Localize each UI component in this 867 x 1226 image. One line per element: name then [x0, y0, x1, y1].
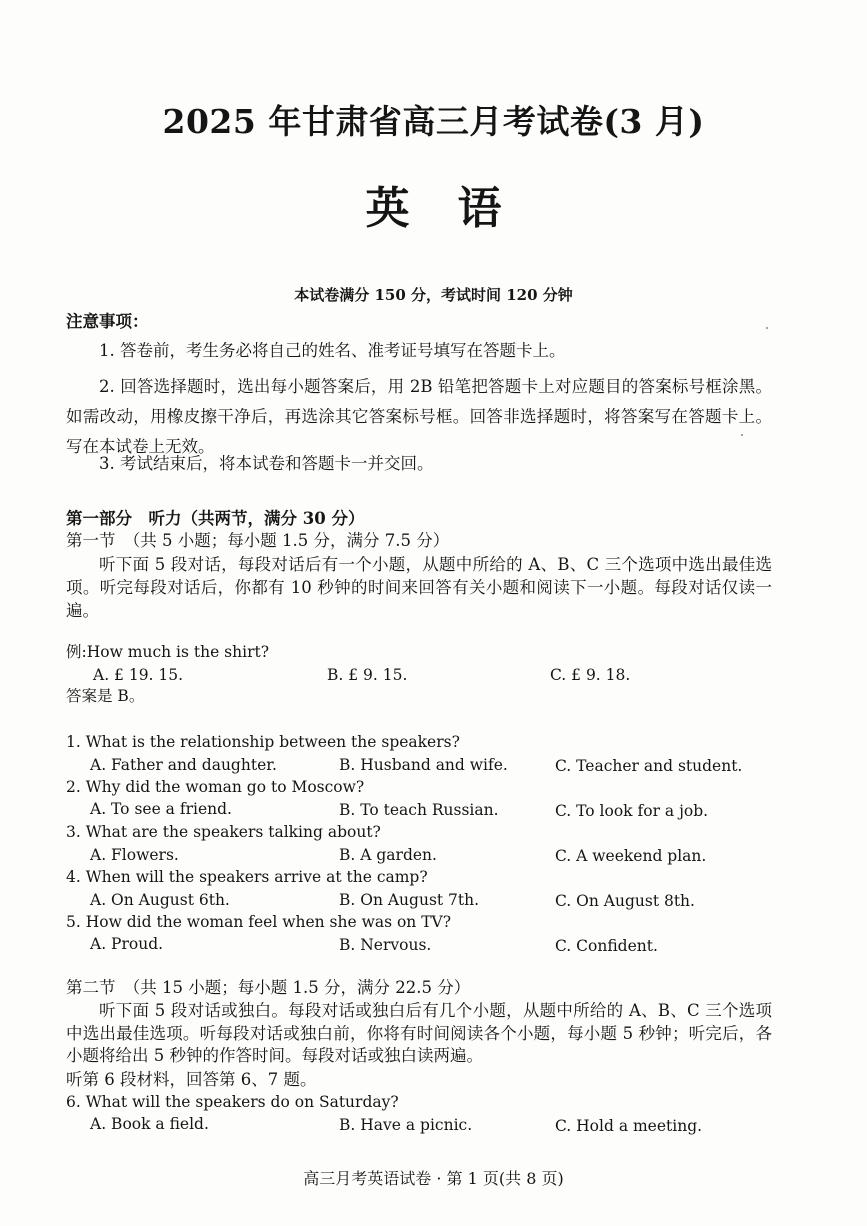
example-question: 例:How much is the shirt? — [66, 643, 270, 661]
question-6-option-c: C. Hold a meeting. — [555, 1117, 703, 1135]
question-1: 1. What is the relationship between the speakers? — [66, 733, 460, 751]
notes-heading: 注意事项： — [66, 312, 149, 331]
section2-heading: 第二节 （共 15 小题；每小题 1.5 分，满分 22.5 分） — [66, 978, 471, 997]
exam-title: 2025 年甘肃省高三月考试卷(3 月) — [162, 102, 705, 141]
section1-heading: 第一节 （共 5 小题；每小题 1.5 分，满分 7.5 分） — [66, 531, 450, 550]
scan-speck — [741, 434, 743, 436]
question-6: 6. What will the speakers do on Saturday? — [66, 1093, 399, 1111]
note-item-2: 2. 回答选择题时，选出每小题答案后，用 2B 铅笔把答题卡上对应题目的答案标号框涂黑。如需改动，用橡皮擦干净后，再选涂其它答案标号框。回答非选择题时，将答案写在答题卡上。写在本试卷上无效。 — [66, 377, 772, 456]
question-6-option-a: A. Book a field. — [90, 1115, 209, 1133]
question-5-option-b: B. Nervous. — [339, 936, 432, 954]
question-1-option-c: C. Teacher and student. — [555, 757, 743, 775]
page-footer: 高三月考英语试卷 · 第 1 页(共 8 页) — [303, 1169, 564, 1188]
exam-info: 本试卷满分 150 分，考试时间 120 分钟 — [294, 286, 573, 304]
example-option-b: B. £ 9. 15. — [327, 666, 408, 684]
note-item-1: 1. 答卷前，考生务必将自己的姓名、准考证号填写在答题卡上。 — [99, 341, 566, 360]
question-6-option-b: B. Have a picnic. — [339, 1116, 473, 1134]
question-3: 3. What are the speakers talking about? — [66, 823, 381, 841]
question-2-option-b: B. To teach Russian. — [339, 801, 499, 819]
note-item-3: 3. 考试结束后，将本试卷和答题卡一并交回。 — [99, 454, 434, 473]
question-4-option-c: C. On August 8th. — [555, 892, 695, 910]
question-5-option-c: C. Confident. — [555, 937, 658, 955]
question-2: 2. Why did the woman go to Moscow? — [66, 778, 365, 796]
question-4-option-a: A. On August 6th. — [90, 891, 230, 909]
question-1-option-b: B. Husband and wife. — [339, 756, 508, 774]
question-3-option-c: C. A weekend plan. — [555, 847, 707, 865]
question-2-option-a: A. To see a friend. — [90, 800, 232, 818]
example-option-c: C. £ 9. 18. — [550, 666, 631, 684]
question-5-option-a: A. Proud. — [90, 935, 164, 953]
question-1-option-a: A. Father and daughter. — [90, 756, 277, 774]
question-4-option-b: B. On August 7th. — [339, 891, 480, 909]
example-option-a: A. £ 19. 15. — [93, 666, 184, 684]
question-4: 4. When will the speakers arrive at the camp? — [66, 868, 428, 886]
scan-speck — [766, 327, 768, 329]
question-5: 5. How did the woman feel when she was on TV? — [66, 913, 452, 931]
question-3-option-b: B. A garden. — [339, 846, 437, 864]
question-3-option-a: A. Flowers. — [90, 846, 179, 864]
example-answer: 答案是 B。 — [66, 687, 145, 705]
section1-instructions: 听下面 5 段对话，每段对话后有一个小题，从题中所给的 A、B、C 三个选项中选出最佳选项。听完每段对话后，你都有 10 秒钟的时间来回答有关小题和阅读下一小题。每段对话仅读一遍。 — [66, 555, 772, 620]
section2-instructions: 听下面 5 段对话或独白。每段对话或独白后有几个小题，从题中所给的 A、B、C 三个选项中选出最佳选项。听每段对话或独白前，你将有时间阅读各个小题，每小题 5 秒钟；听完后，各小题将给出 5 秒钟的作答时间。每段对话或独白读两遍。 — [66, 1001, 772, 1065]
part1-heading: 第一部分 听力（共两节，满分 30 分） — [66, 509, 365, 528]
material-note: 听第 6 段材料，回答第 6、7 题。 — [66, 1070, 317, 1089]
question-2-option-c: C. To look for a job. — [555, 802, 709, 820]
subject-title: 英语 — [365, 183, 550, 234]
